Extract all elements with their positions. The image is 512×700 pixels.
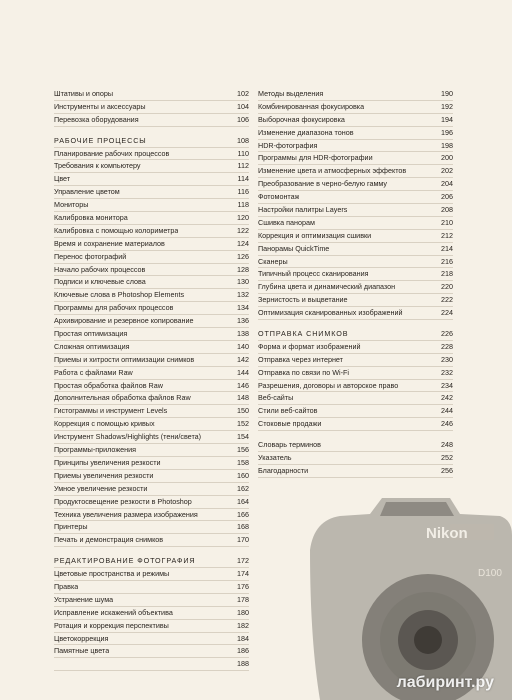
toc-entry	[258, 204, 453, 217]
toc-entry-title: Отправка по связи по Wi-Fi	[258, 367, 349, 377]
toc-entry-title: Принтеры	[54, 522, 88, 532]
toc-entry	[54, 367, 249, 380]
toc-entry	[54, 264, 249, 277]
toc-entry-page: 166	[237, 509, 249, 519]
toc-entry	[54, 354, 249, 367]
toc-entry-page: 182	[237, 620, 249, 630]
toc-entry	[54, 496, 249, 509]
toc-entry-page: 170	[237, 535, 249, 545]
toc-entry	[54, 302, 249, 315]
toc-entry-title: Калибровка с помощью колориметра	[54, 225, 179, 235]
toc-entry-page: 154	[237, 432, 249, 442]
toc-entry-page: 112	[237, 161, 249, 171]
toc-entry-title: Стоковые продажи	[258, 419, 322, 429]
toc-entry	[258, 452, 453, 465]
toc-entry-title: Работа с файлами Raw	[54, 367, 133, 377]
toc-entry-title: Инструменты и аксессуары	[54, 101, 146, 111]
toc-section-heading	[54, 135, 249, 148]
toc-entry-title: Сканеры	[258, 256, 288, 266]
toc-left-group-2	[54, 148, 249, 548]
toc-entry-title: Памятные цвета	[54, 646, 110, 656]
toc-entry-page: 144	[237, 367, 249, 377]
toc-entry-title: Коррекция и оптимизация сшивки	[258, 230, 372, 240]
toc-entry-page: 162	[237, 483, 249, 493]
toc-left-group-3	[54, 568, 249, 658]
toc-entry-page: 212	[441, 230, 453, 240]
toc-entry	[258, 127, 453, 140]
toc-entry	[54, 521, 249, 534]
toc-entry	[54, 160, 249, 173]
toc-entry-page: 248	[441, 440, 453, 450]
toc-entry-page: 200	[441, 153, 453, 163]
toc-entry-page: 168	[237, 522, 249, 532]
toc-entry-page: 146	[237, 380, 249, 390]
toc-entry	[258, 88, 453, 101]
camera-brand-label: Nikon	[426, 525, 468, 542]
toc-entry-page: 216	[441, 256, 453, 266]
toc-entry-title: Архивирование и резервное копирование	[54, 316, 194, 326]
toc-entry	[258, 367, 453, 380]
toc-entry-page: 230	[441, 354, 453, 364]
toc-entry	[258, 354, 453, 367]
toc-entry	[54, 212, 249, 225]
toc-entry-page: 110	[237, 148, 249, 158]
toc-entry-title: Словарь терминов	[258, 440, 321, 450]
toc-entry-page: 150	[237, 406, 249, 416]
toc-entry-title: Принципы увеличения резкости	[54, 457, 161, 467]
toc-entry	[258, 165, 453, 178]
toc-entry-title: Фотомонтаж	[258, 192, 300, 202]
toc-entry-title: Сшивка панорам	[258, 217, 315, 227]
toc-entry-title: Техника увеличения размера изображения	[54, 509, 198, 519]
toc-entry-page: 128	[237, 264, 249, 274]
toc-entry	[54, 328, 249, 341]
toc-entry-title: Гистограммы и инструмент Levels	[54, 406, 168, 416]
toc-entry	[258, 217, 453, 230]
toc-entry-title: Комбинированная фокусировка	[258, 101, 365, 111]
toc-entry	[54, 225, 249, 238]
toc-entry-page: 244	[441, 406, 453, 416]
toc-entry	[54, 251, 249, 264]
toc-entry-page: 120	[237, 213, 249, 223]
section-page: 108	[237, 135, 249, 145]
toc-entry	[54, 594, 249, 607]
toc-entry-page: 222	[441, 295, 453, 305]
toc-entry-title: Калибровка монитора	[54, 213, 128, 223]
toc-entry	[54, 186, 249, 199]
toc-entry-page: 132	[237, 290, 249, 300]
toc-entry	[258, 405, 453, 418]
toc-entry	[54, 431, 249, 444]
toc-entry-title: Печать и демонстрация снимков	[54, 535, 164, 545]
toc-entry-title: Ротация и коррекция перспективы	[54, 620, 169, 630]
toc-entry-title: Простая оптимизация	[54, 329, 128, 339]
toc-entry	[54, 88, 249, 101]
toc-entry-page: 114	[237, 174, 249, 184]
toc-entry-page: 208	[441, 205, 453, 215]
toc-entry-page: 252	[441, 453, 453, 463]
toc-entry-page: 122	[237, 225, 249, 235]
toc-entry	[54, 534, 249, 547]
toc-entry-title: Перенос фотографий	[54, 251, 127, 261]
toc-entry-title: Инструмент Shadows/Highlights (тени/света)	[54, 432, 202, 442]
toc-entry-page: 184	[237, 633, 249, 643]
toc-entry-page: 202	[441, 166, 453, 176]
toc-entry-page: 232	[441, 367, 453, 377]
toc-entry-title: Начало рабочих процессов	[54, 264, 146, 274]
toc-entry	[54, 114, 249, 127]
toc-entry-title: Коррекция с помощью кривых	[54, 419, 155, 429]
toc-entry	[258, 243, 453, 256]
toc-entry	[54, 380, 249, 393]
toc-entry-title: Цвет	[54, 174, 71, 184]
toc-left-column	[54, 88, 249, 671]
toc-entry	[258, 191, 453, 204]
toc-entry-title: Продуктосвещение резкости в Photoshop	[54, 496, 192, 506]
toc-entry	[54, 341, 249, 354]
toc-entry	[54, 444, 249, 457]
toc-entry-page: 176	[237, 581, 249, 591]
toc-entry-page: 116	[237, 187, 249, 197]
toc-entry-page: 104	[237, 101, 249, 111]
camera-model-label: D100	[478, 568, 502, 579]
toc-entry-page: 106	[237, 114, 249, 124]
toc-entry	[258, 101, 453, 114]
toc-entry-title: Планирование рабочих процессов	[54, 148, 170, 158]
toc-entry-page: 178	[237, 594, 249, 604]
toc-entry-page: 206	[441, 192, 453, 202]
toc-entry	[258, 341, 453, 354]
toc-entry-page: 126	[237, 251, 249, 261]
toc-entry-page: 188	[237, 659, 249, 669]
toc-entry-page: 224	[441, 308, 453, 318]
toc-entry-page: 242	[441, 393, 453, 403]
toc-entry-page: 102	[237, 89, 249, 98]
toc-entry	[258, 152, 453, 165]
toc-entry-title: Глубина цвета и динамический диапазон	[258, 282, 396, 292]
section-page: 226	[441, 329, 453, 339]
toc-entry	[54, 457, 249, 470]
toc-entry-title: Управление цветом	[54, 187, 120, 197]
toc-entry	[54, 238, 249, 251]
toc-entry-title: Стили веб-сайтов	[258, 406, 318, 416]
toc-entry-page: 138	[237, 329, 249, 339]
toc-entry	[258, 230, 453, 243]
toc-entry-page: 136	[237, 316, 249, 326]
toc-entry-page: 190	[441, 89, 453, 98]
toc-entry	[258, 307, 453, 320]
toc-right-group-1	[258, 88, 453, 320]
toc-entry	[258, 281, 453, 294]
toc-entry-title: Цветокоррекция	[54, 633, 109, 643]
toc-entry-title: Панорамы QuickTime	[258, 243, 330, 253]
toc-entry-page: 194	[441, 114, 453, 124]
toc-entry	[54, 607, 249, 620]
toc-entry	[258, 178, 453, 191]
toc-entry	[258, 465, 453, 478]
toc-entry	[54, 276, 249, 289]
toc-entry-title: Оптимизация сканированных изображений	[258, 308, 403, 318]
toc-entry-title: Мониторы	[54, 200, 89, 210]
toc-entry-title: Выборочная фокусировка	[258, 114, 345, 124]
toc-entry	[54, 483, 249, 496]
toc-entry-page: 164	[237, 496, 249, 506]
toc-entry	[54, 199, 249, 212]
toc-entry-title: Разрешения, договоры и авторское право	[258, 380, 399, 390]
toc-entry-page: 198	[441, 140, 453, 150]
toc-entry-title: Зернистость и выцветание	[258, 295, 348, 305]
toc-entry-title: Изменение цвета и атмосферных эффектов	[258, 166, 407, 176]
toc-entry-title: Дополнительная обработка файлов Raw	[54, 393, 191, 403]
toc-entry-title: Сложная оптимизация	[54, 341, 130, 351]
toc-entry-page: 156	[237, 445, 249, 455]
toc-entry-title: Приемы и хитрости оптимизации снимков	[54, 354, 195, 364]
toc-entry-page: 256	[441, 465, 453, 475]
toc-entry-title: Перевозка оборудования	[54, 114, 139, 124]
toc-entry	[54, 581, 249, 594]
toc-entry-page: 140	[237, 341, 249, 351]
toc-entry	[54, 315, 249, 328]
toc-entry-page: 192	[441, 101, 453, 111]
toc-entry-page: 196	[441, 127, 453, 137]
toc-entry-page: 152	[237, 419, 249, 429]
toc-entry-title: Методы выделения	[258, 89, 324, 98]
toc-entry-page: 204	[441, 179, 453, 189]
toc-entry-title: Преобразование в черно-белую гамму	[258, 179, 388, 189]
toc-entry-title: Типичный процесс сканирования	[258, 269, 369, 279]
toc-entry-title: Штативы и опоры	[54, 89, 113, 98]
toc-entry-title: Настройки палитры Layers	[258, 205, 348, 215]
toc-entry-page: 246	[441, 419, 453, 429]
toc-entry-title: Веб-сайты	[258, 393, 294, 403]
section-title: ОТПРАВКА СНИМКОВ	[258, 329, 349, 339]
toc-entry-title: Приемы увеличения резкости	[54, 470, 154, 480]
toc-entry-page: 228	[441, 341, 453, 351]
watermark-label: лабиринт.ру	[396, 674, 494, 691]
camera-photo	[300, 490, 512, 700]
toc-entry	[54, 470, 249, 483]
toc-entry-title: Программы-приложения	[54, 445, 136, 455]
toc-entry-page: 158	[237, 457, 249, 467]
toc-entry	[258, 294, 453, 307]
toc-entry-page: 210	[441, 217, 453, 227]
toc-entry-title: Требования к компьютеру	[54, 161, 141, 171]
toc-entry	[54, 289, 249, 302]
toc-section-heading	[54, 555, 249, 568]
section-page: 172	[237, 556, 249, 566]
toc-entry-page: 214	[441, 243, 453, 253]
toc-entry-page: 160	[237, 470, 249, 480]
toc-entry-title: Ключевые слова в Photoshop Elements	[54, 290, 185, 300]
toc-entry-page: 218	[441, 269, 453, 279]
toc-entry-title: Умное увеличение резкости	[54, 483, 148, 493]
toc-right-group-2	[258, 341, 453, 431]
toc-entry-page: 180	[237, 607, 249, 617]
toc-right-group-3	[258, 439, 453, 478]
toc-entry	[54, 173, 249, 186]
toc-entry	[54, 392, 249, 405]
toc-entry-page: 234	[441, 380, 453, 390]
toc-section-heading	[258, 328, 453, 341]
toc-entry	[54, 658, 249, 671]
toc-entry-page: 124	[237, 238, 249, 248]
toc-entry	[54, 645, 249, 658]
toc-entry	[258, 439, 453, 452]
toc-entry	[258, 268, 453, 281]
toc-entry	[258, 418, 453, 431]
toc-left-group-1	[54, 88, 249, 127]
toc-entry-page: 174	[237, 569, 249, 579]
toc-entry	[54, 568, 249, 581]
toc-entry-title: HDR-фотография	[258, 140, 318, 150]
toc-entry-page: 134	[237, 303, 249, 313]
toc-entry	[54, 405, 249, 418]
toc-entry-page: 220	[441, 282, 453, 292]
toc-entry	[54, 148, 249, 161]
toc-entry-title: Указатель	[258, 453, 292, 463]
toc-entry-title: Отправка через интернет	[258, 354, 343, 364]
toc-entry	[54, 620, 249, 633]
toc-entry-title: Цветовые пространства и режимы	[54, 569, 170, 579]
toc-entry	[54, 101, 249, 114]
toc-entry-title: Исправление искажений объектива	[54, 607, 173, 617]
section-title: РЕДАКТИРОВАНИЕ ФОТОГРАФИЯ	[54, 556, 196, 566]
toc-entry	[54, 418, 249, 431]
toc-entry	[258, 392, 453, 405]
toc-entry-page: 148	[237, 393, 249, 403]
toc-entry	[258, 140, 453, 153]
toc-entry	[258, 114, 453, 127]
toc-entry-title: Устранение шума	[54, 594, 114, 604]
toc-entry-title: Благодарности	[258, 465, 309, 475]
toc-entry-page: 130	[237, 277, 249, 287]
section-title: РАБОЧИЕ ПРОЦЕССЫ	[54, 135, 147, 145]
toc-entry-title: Изменение диапазона тонов	[258, 127, 354, 137]
toc-entry	[258, 380, 453, 393]
toc-entry-title: Подписи и ключевые слова	[54, 277, 146, 287]
toc-entry-title: Правка	[54, 581, 79, 591]
toc-entry-title: Программы для рабочих процессов	[54, 303, 174, 313]
toc-entry	[54, 633, 249, 646]
toc-entry-title: Форма и формат изображений	[258, 341, 361, 351]
toc-entry-page: 142	[237, 354, 249, 364]
toc-entry-title: Время и сохранение материалов	[54, 238, 165, 248]
toc-entry-title: Программы для HDR-фотографии	[258, 153, 373, 163]
toc-entry-title: Простая обработка файлов Raw	[54, 380, 163, 390]
toc-right-column	[258, 88, 453, 478]
toc-entry-page: 186	[237, 646, 249, 656]
toc-entry	[54, 509, 249, 522]
toc-entry	[258, 256, 453, 269]
toc-entry-page: 118	[237, 200, 249, 210]
